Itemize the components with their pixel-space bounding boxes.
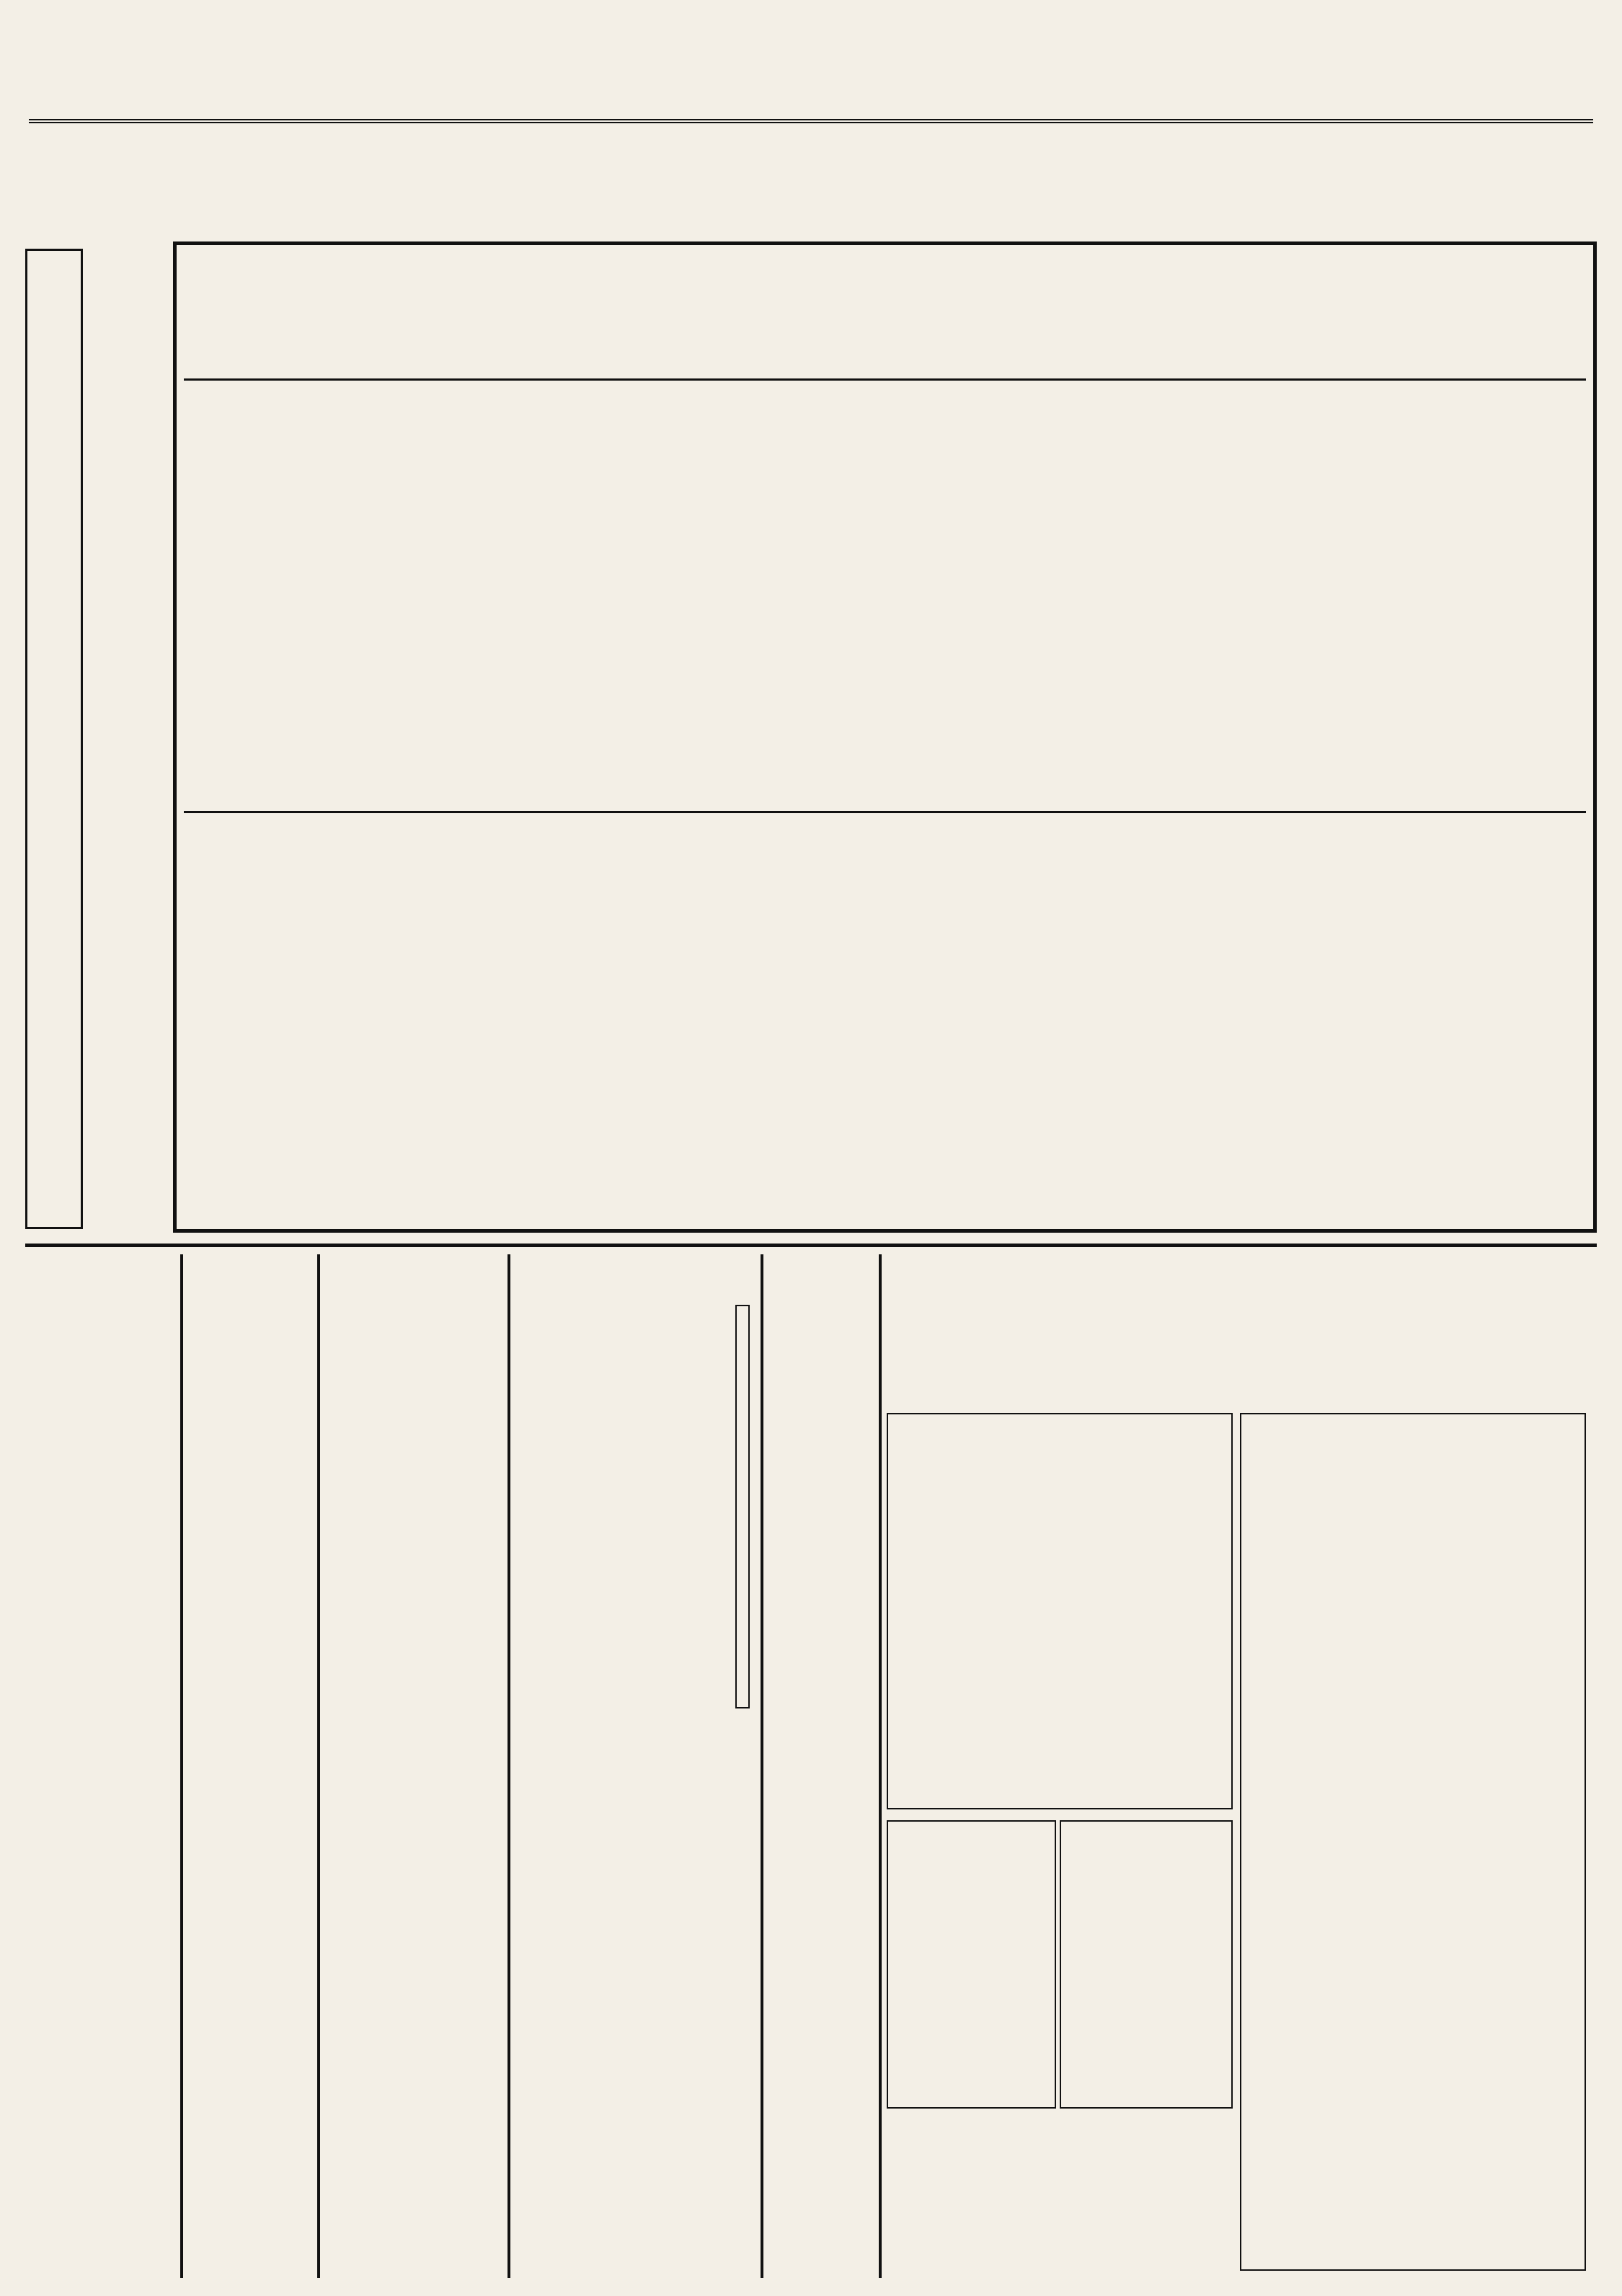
bookstore-mid-divider bbox=[184, 811, 1586, 813]
bookstore-band-bottom bbox=[184, 818, 1586, 1229]
watch-shop-ad bbox=[29, 126, 1593, 227]
cunyin-shop-ad bbox=[25, 1254, 183, 2278]
school-supplies-ad bbox=[761, 1254, 882, 2278]
school-detail bbox=[763, 1802, 872, 2091]
bookstore-band-top bbox=[184, 389, 1586, 807]
taidong-campaign bbox=[735, 1305, 750, 1708]
zhonghua-right-box bbox=[1240, 1413, 1586, 2271]
cement-body bbox=[324, 1269, 425, 2264]
cement-ad bbox=[317, 1254, 510, 2278]
zhonghua-ad bbox=[879, 1254, 1593, 2278]
cinema-body bbox=[186, 1759, 258, 2264]
zhonghua-children-box bbox=[887, 2116, 1233, 2274]
masthead bbox=[29, 68, 1593, 123]
bottom-section-rule bbox=[25, 1244, 1597, 1247]
zhonghua-series1-box bbox=[1060, 1820, 1233, 2109]
lawyer-ad bbox=[25, 249, 83, 1229]
zhonghua-right-titles bbox=[1241, 1414, 1585, 2272]
zhonghua-booklist-box bbox=[887, 1413, 1233, 1809]
zhonghua-series2-box bbox=[887, 1820, 1056, 2109]
cunyin-shop-body bbox=[25, 1254, 83, 2264]
bookstore-ad bbox=[173, 241, 1597, 1233]
zhonghua-series1-items bbox=[1061, 1822, 1231, 1830]
cinema-ad bbox=[186, 1254, 316, 2278]
bookstore-divider bbox=[184, 378, 1586, 381]
zhonghua-booklist bbox=[888, 1414, 1231, 1804]
watch-shop-body bbox=[29, 126, 620, 220]
taidong-ad bbox=[508, 1254, 757, 2278]
toothpowder-ad bbox=[87, 249, 166, 1229]
zhonghua-series2-items bbox=[888, 1822, 1055, 1830]
